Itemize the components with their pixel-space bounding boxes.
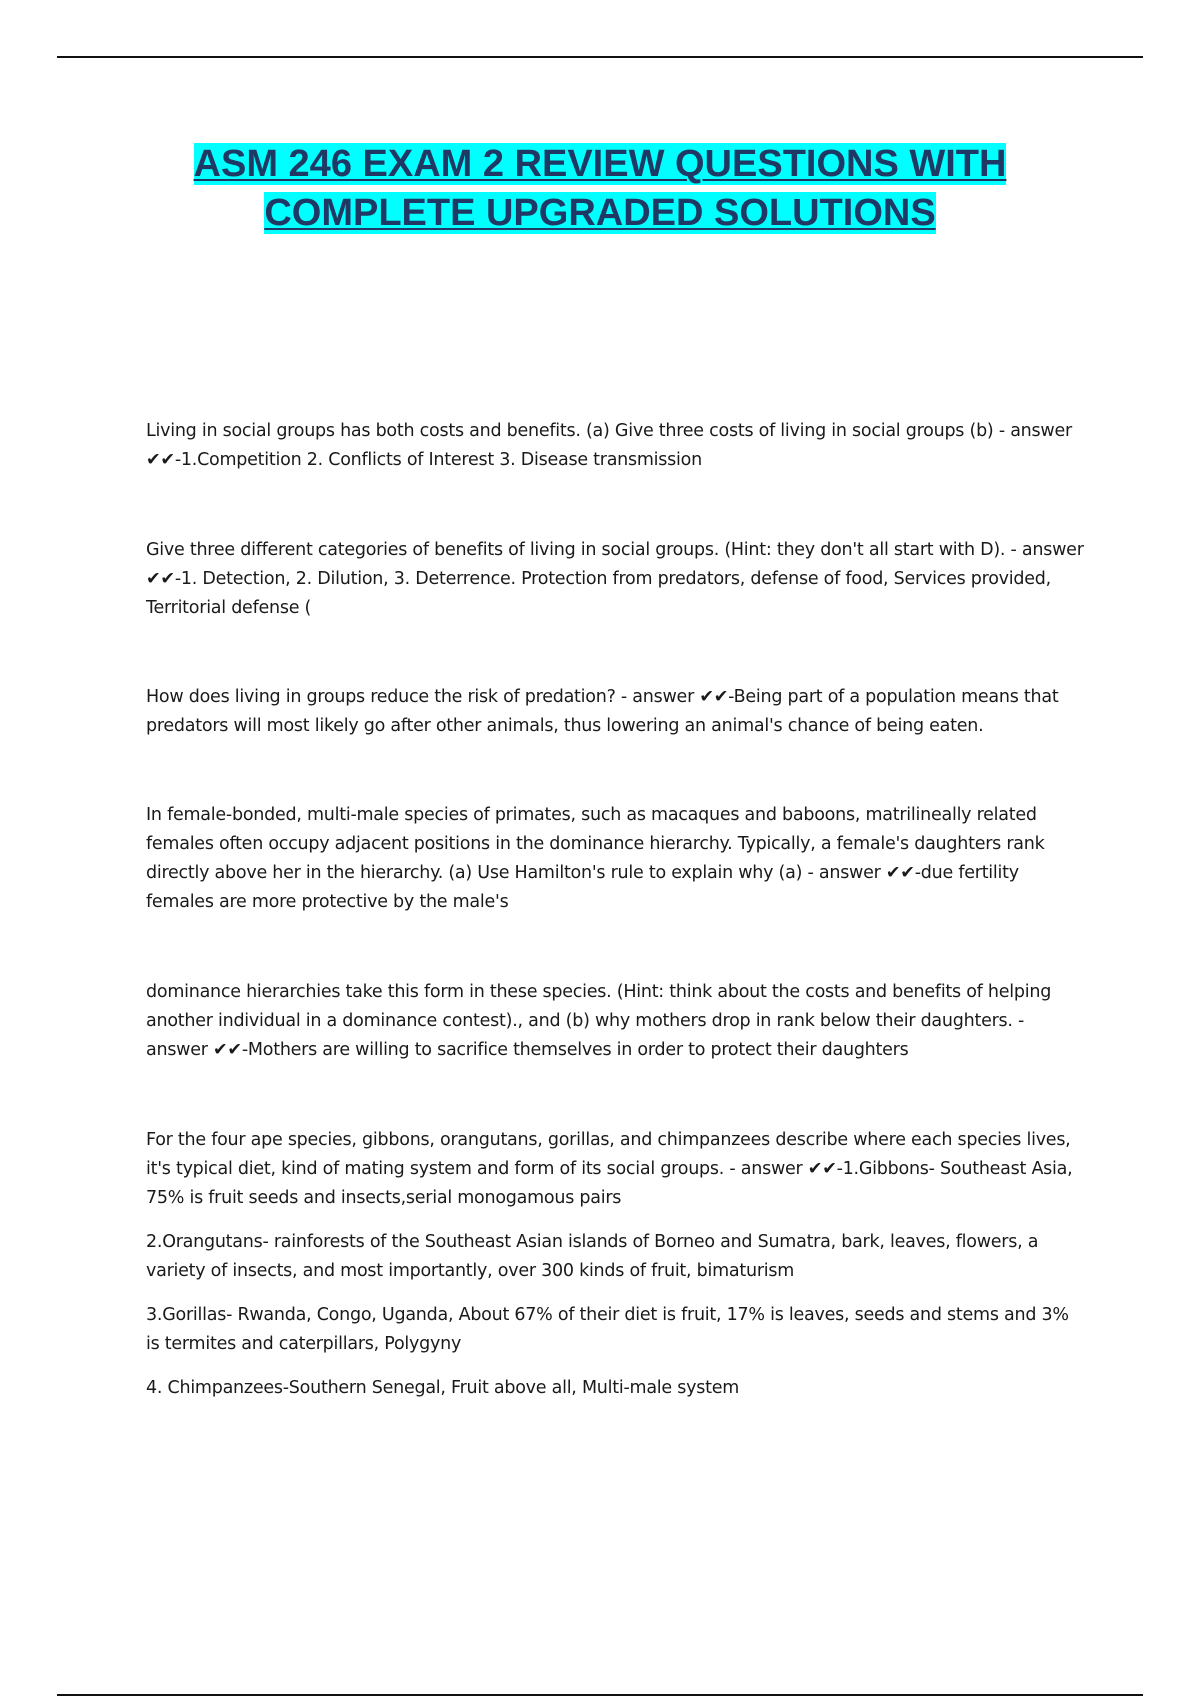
qa-paragraph-hierarchy: In female-bonded, multi-male species of primates, such as macaques and baboons, matrilineally related females often occupy adjacent positions in the dominance hierarchy. Typically, a female's daughters rank directly above her in the hierarchy. (a) Use Hamilton's rule to explain why (a) - answer ✔✔-due fertility females are more protective by the male's bbox=[146, 805, 1045, 912]
qa-paragraph-dominance: dominance hierarchies take this form in these species. (Hint: think about the costs and benefits of helping another individual in a dominance contest)., and (b) why mothers drop in rank below their daughters. - answer ✔✔-Mothers are willing to sacrifice themselves in order to protect their daughters bbox=[146, 982, 1052, 1060]
answer-gorillas: 3.Gorillas- Rwanda, Congo, Uganda, About 67% of their diet is fruit, 17% is leaves, seeds and stems and 3% is termites and caterpillars, Polygyny bbox=[146, 1305, 1069, 1354]
document-body bbox=[146, 417, 1086, 1403]
qa-paragraph-costs: Living in social groups has both costs and benefits. (a) Give three costs of living in social groups (b) - answer ✔✔-1.Competition 2. Conflicts of Interest 3. Disease transmission bbox=[146, 421, 1072, 470]
qa-paragraph-predation: How does living in groups reduce the risk of predation? - answer ✔✔-Being part of a population means that predators will most likely go after other animals, thus lowering an animal's chance of being eaten. bbox=[146, 687, 1059, 736]
title-line-1: ASM 246 EXAM 2 REVIEW QUESTIONS WITH bbox=[193, 143, 1007, 185]
answer-chimpanzees: 4. Chimpanzees-Southern Senegal, Fruit above all, Multi-male system bbox=[146, 1378, 740, 1398]
bottom-rule bbox=[57, 1694, 1143, 1696]
qa-paragraph-ape-species: For the four ape species, gibbons, orangutans, gorillas, and chimpanzees describe where each species lives, it's typical diet, kind of mating system and form of its social groups. - answer ✔✔-1.Gibbons- Southeast Asia, 75% is fruit seeds and insects,serial monogamous pairs bbox=[146, 1130, 1073, 1208]
answer-orangutans: 2.Orangutans- rainforests of the Southeast Asian islands of Borneo and Sumatra, bark, leaves, flowers, a variety of insects, and most importantly, over 300 kinds of fruit, bimaturism bbox=[146, 1232, 1039, 1281]
qa-paragraph-benefits: Give three different categories of benefits of living in social groups. (Hint: they don't all start with D). - answer ✔✔-1. Detection, 2. Dilution, 3. Deterrence. Protection from predators, defense of food, Services provided, Territorial defense ( bbox=[146, 540, 1084, 618]
document-title bbox=[0, 140, 1200, 238]
top-rule bbox=[57, 56, 1143, 58]
title-line-2: COMPLETE UPGRADED SOLUTIONS bbox=[264, 192, 936, 234]
